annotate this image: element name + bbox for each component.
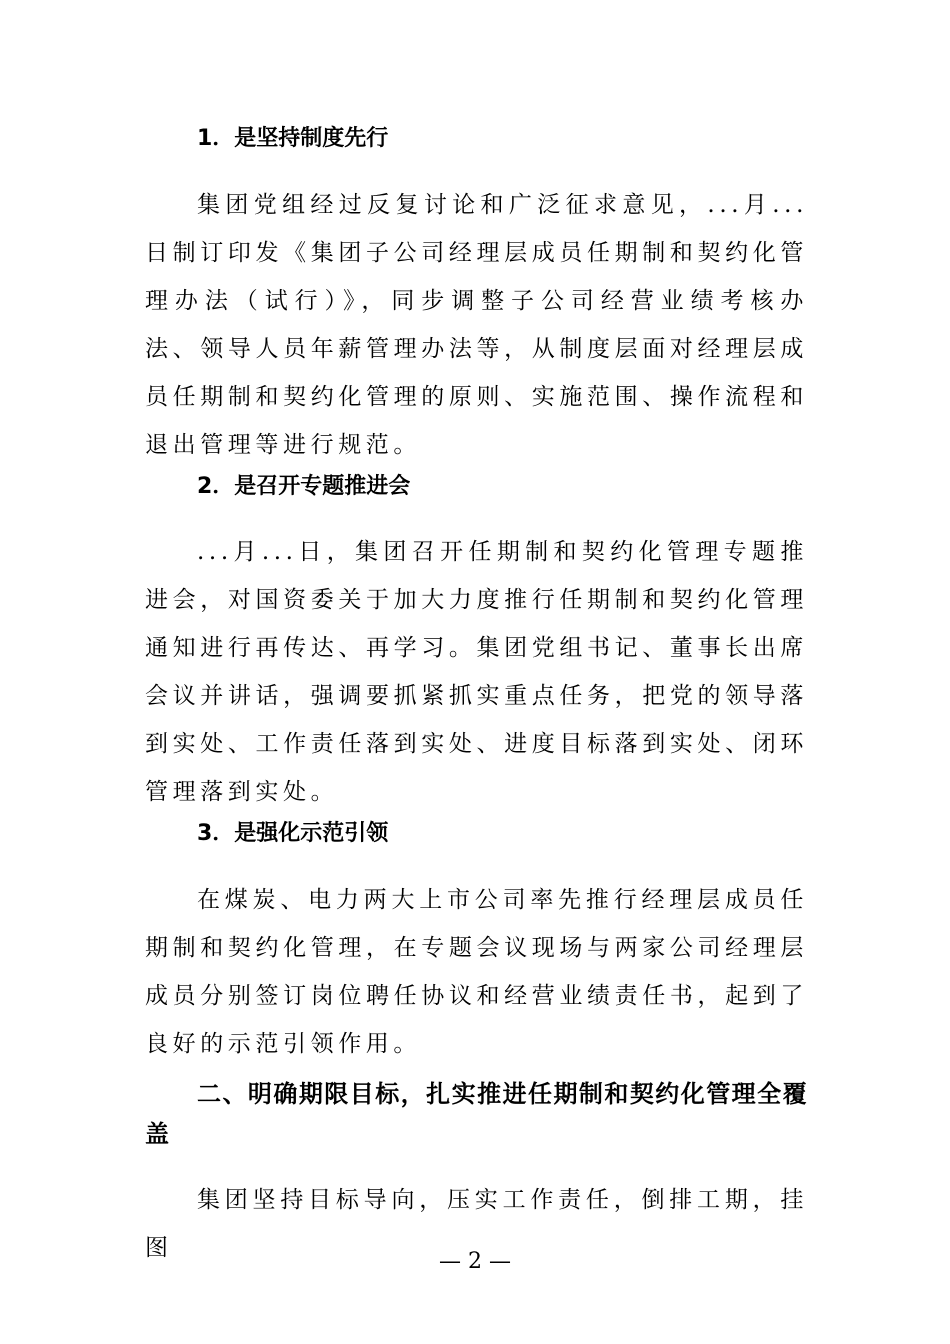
subheading-1 [145,124,808,154]
paragraph-2-text: ...月...日，集团召开任期制和契约化管理专题推进会，对国资委关于加大力度推行任期制和契约化管理通知进行再传达、再学习。集团党组书记、董事长出席会议并讲话，强调要抓紧抓实重点任务，把党的领导落到实处、工作责任落到实处、进度目标落到实处、闭环管理落到实处。 [145,539,808,805]
subheading-2-text: 2．是召开专题推进会 [197,474,411,499]
section-heading-2-text: 二、明确期限目标，扎实推进任期制和契约化管理全覆盖 [145,1080,808,1148]
section-heading-2 [145,1074,808,1154]
paragraph-3 [145,876,808,1068]
page-number: — 2 — [439,1249,511,1274]
paragraph-3-text: 在煤炭、电力两大上市公司率先推行经理层成员任期制和契约化管理，在专题会议现场与两家公司经理层成员分别签订岗位聘任协议和经营业绩责任书，起到了良好的示范引领作用。 [145,887,808,1057]
paragraph-4-text: 集团坚持目标导向，压实工作责任，倒排工期，挂图 [145,1187,808,1261]
subheading-3 [145,819,808,849]
paragraph-1 [145,181,808,469]
paragraph-1-text: 集团党组经过反复讨论和广泛征求意见，...月...日制订印发《集团子公司经理层成员任期制和契约化管理办法（试行）》，同步调整子公司经营业绩考核办法、领导人员年薪管理办法等，从制度层面对经理层成员任期制和契约化管理的原则、实施范围、操作流程和退出管理等进行规范。 [145,192,808,458]
subheading-3-text: 3．是强化示范引领 [197,821,389,846]
paragraph-2 [145,528,808,816]
subheading-2 [145,472,808,502]
subheading-1-text: 1．是坚持制度先行 [197,126,389,151]
